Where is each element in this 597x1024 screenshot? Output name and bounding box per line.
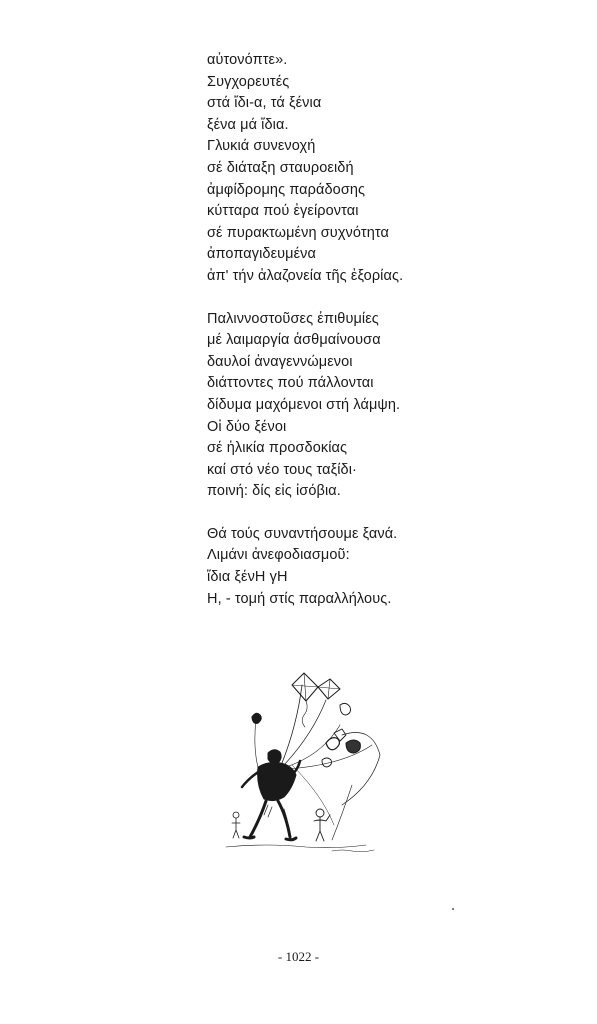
poem (207, 50, 567, 631)
poem-line: Λιμάνι ἀνεφοδιασμοῦ: (207, 547, 350, 564)
poem-line: Παλιννοστοῦσες ἐπιθυμίες (207, 310, 379, 327)
poem-line: δίδυμα μαχόμενοι στή λάμψη. (207, 396, 401, 413)
poem-line: Θά τούς συναντήσουμε ξανά. (207, 525, 398, 542)
page-number: - 1022 - (277, 949, 320, 964)
print-speck (452, 908, 454, 910)
poem-line: ποινή: δίς εἰς ἰσόβια. (207, 483, 341, 500)
poem-line: Γλυκιά συνενοχή (207, 138, 316, 155)
poem-line: αὐτονόπτε». (207, 52, 288, 68)
poem-line: σέ ἡλικία προσδοκίας (207, 440, 348, 457)
poem-line: ἀπ' τήν ἀλαζονεία τῆς ἐξορίας. (207, 267, 404, 284)
poem-line: Οἱ δύο ξένοι (207, 418, 287, 435)
poem-line: ξένα μά ἴδια. (207, 116, 289, 133)
stanza-2 (207, 309, 567, 503)
kite-flyer-drawing-icon (222, 665, 392, 865)
poem-line: ἀποπαγιδευμένα (207, 246, 317, 263)
stanza-3 (207, 524, 567, 610)
poem-line: σέ πυρακτωμένη συχνότητα (207, 224, 389, 241)
poem-line: διάττοντες πού πάλλονται (207, 375, 374, 392)
poem-line: ἴδια ξένΗ γΗ (207, 569, 288, 586)
poem-line: κύτταρα πού ἐγείρονται (207, 203, 359, 220)
poem-line: Συγχορευτές (207, 73, 290, 90)
stanza-1 (207, 50, 567, 288)
poem-line: σέ διάταξη σταυροειδή (207, 159, 354, 176)
poem-line: Η, - τομή στίς παραλλήλους. (207, 590, 392, 607)
poem-line: καί στό νέο τους ταξίδι· (207, 461, 357, 478)
poem-line: ἀμφίδρομης παράδοσης (207, 181, 366, 198)
poem-line: στά ἴδι-α, τά ξένια (207, 95, 322, 112)
poem-line: μέ λαιμαργία ἀσθμαίνουσα (207, 332, 381, 349)
poem-line: δαυλοί ἀναγεννώμενοι (207, 353, 353, 370)
